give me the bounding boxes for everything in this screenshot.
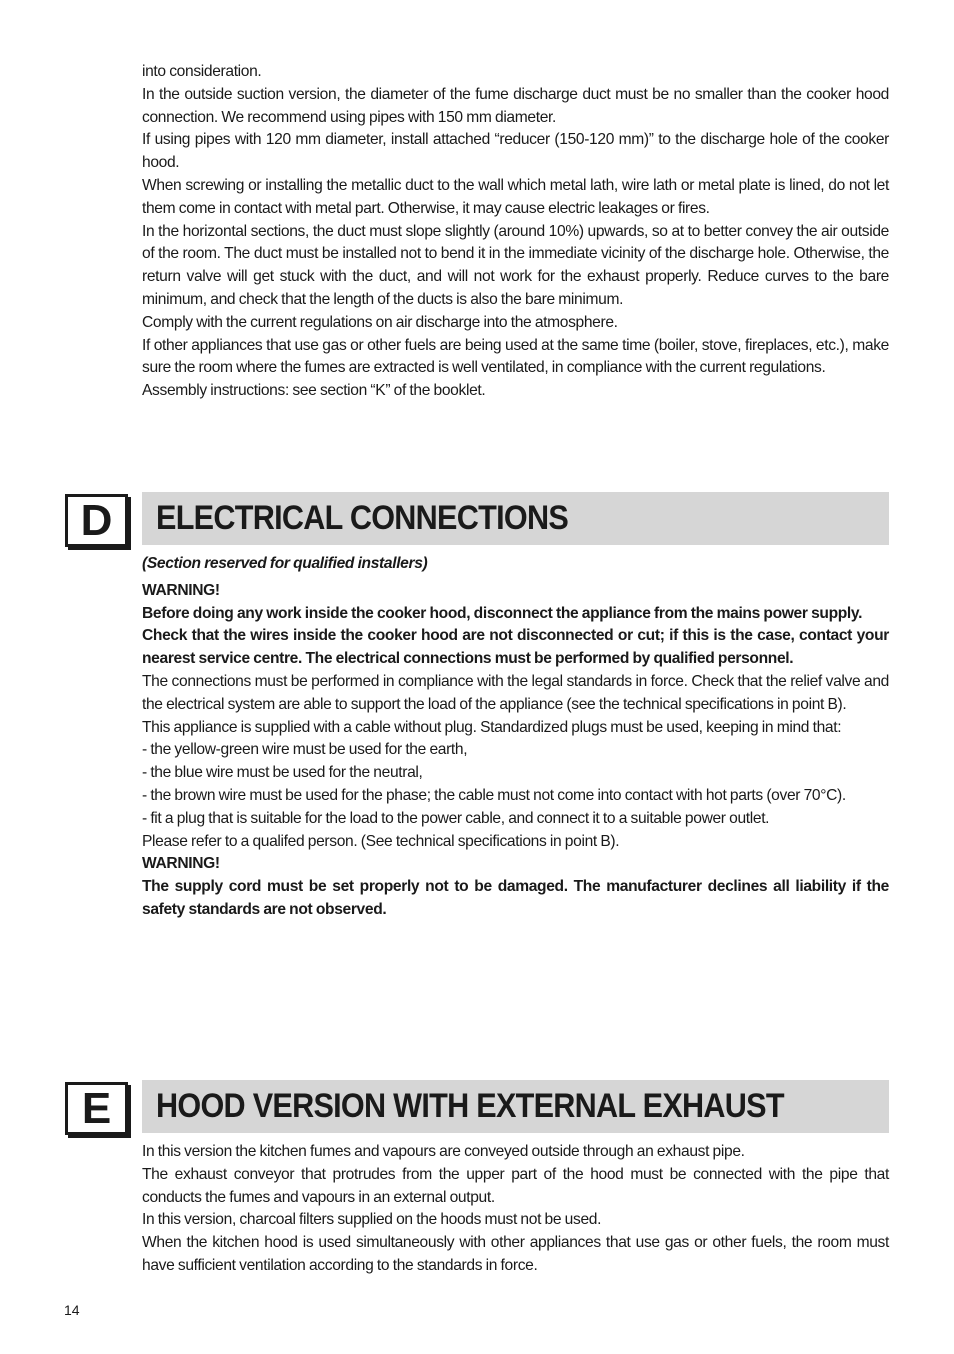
paragraph: In this version the kitchen fumes and vapours are conveyed outside through an exhaust pipe. [142, 1143, 745, 1160]
paragraph: In the outside suction version, the diameter of the fume discharge duct must be no smaller than the cooker hood connection. We recommend using pipes with 150 mm diameter. [142, 85, 889, 126]
list-item: - the yellow-green wire must be used for the earth, [142, 741, 468, 759]
paragraph: The connections must be performed in compliance with the legal standards in force. Check that the relief valve and the electrical system are able to support the load of the appliance (see the technical specifications in point B). [142, 672, 889, 713]
warning-text: Check that the wires inside the cooker hood are not disconnected or cut; if this is the case, contact your nearest service centre. The electrical connections must be performed by qualified personnel. [142, 627, 889, 668]
page-number: 14 [64, 1302, 80, 1318]
section-letter-badge-e: E [65, 1082, 128, 1135]
paragraph: In the horizontal sections, the duct must slope slightly (around 10%) upwards, so at to better convey the air outside of the room. The duct must be installed not to bend it in the immediate vicinity of the discharge hole. Otherwise, the return valve will get stuck with the duct, and will not work for the exhaust properly. Reduce curves to the bare minimum, and check that the length of the ducts is also the bare minimum. [142, 222, 889, 308]
list-item: - the brown wire must be used for the phase; the cable must not come into contact with hot parts (over 70°C). [142, 786, 846, 804]
section-letter-badge-d: D [65, 494, 128, 547]
paragraph: If other appliances that use gas or other fuels are being used at the same time (boiler, stove, fireplaces, etc.), make sure the room where the fumes are extracted is well ventilated, in compliance with the current regulations. [142, 336, 889, 377]
paragraph: When screwing or installing the metallic duct to the wall which metal lath, wire lath or metal plate is lined, do not let them come in contact with metal part. Otherwise, it may cause electric leakages or fires. [142, 176, 889, 217]
paragraph: This appliance is supplied with a cable without plug. Standardized plugs must be used, keeping in mind that: [142, 718, 842, 736]
warning-label: WARNING! [142, 855, 220, 873]
paragraph: The exhaust conveyor that protrudes from the upper part of the hood must be connected with the pipe that conducts the fumes and vapours in an external output. [142, 1165, 889, 1206]
section-title: HOOD VERSION WITH EXTERNAL EXHAUST [156, 1087, 784, 1125]
paragraph: Comply with the current regulations on air discharge into the atmosphere. [142, 313, 618, 331]
paragraph: Please refer to a qualifed person. (See technical specifications in point B). [142, 832, 620, 850]
paragraph: When the kitchen hood is used simultaneously with other appliances that use gas or other fuels, the room must have sufficient ventilation according to the standards in force. [142, 1234, 889, 1274]
paragraph: If using pipes with 120 mm diameter, install attached “reducer (150-120 mm)” to the discharge hole of the cooker hood. [142, 131, 889, 172]
section-title: ELECTRICAL CONNECTIONS [156, 499, 569, 537]
paragraph: into consideration. [142, 63, 262, 80]
section-title-bar [142, 1080, 889, 1133]
paragraph: In this version, charcoal filters supplied on the hoods must not be used. [142, 1211, 602, 1229]
intro-text [142, 61, 889, 403]
section-electrical-connections [142, 492, 889, 922]
section-title-bar [142, 492, 889, 545]
list-item: - fit a plug that is suitable for the load to the power cable, and connect it to a suitable power outlet. [142, 809, 770, 827]
list-item: - the blue wire must be used for the neutral, [142, 764, 423, 782]
section-hood-external-exhaust [142, 1080, 889, 1278]
warning-text: Before doing any work inside the cooker hood, disconnect the appliance from the mains power supply. [142, 604, 863, 622]
warning-text: The supply cord must be set properly not to be damaged. The manufacturer declines all liability if the safety standards are not observed. [142, 878, 889, 918]
paragraph: Assembly instructions: see section “K” of the booklet. [142, 382, 486, 400]
reserved-note: (Section reserved for qualified installers) [142, 555, 428, 572]
warning-label: WARNING! [142, 581, 220, 599]
